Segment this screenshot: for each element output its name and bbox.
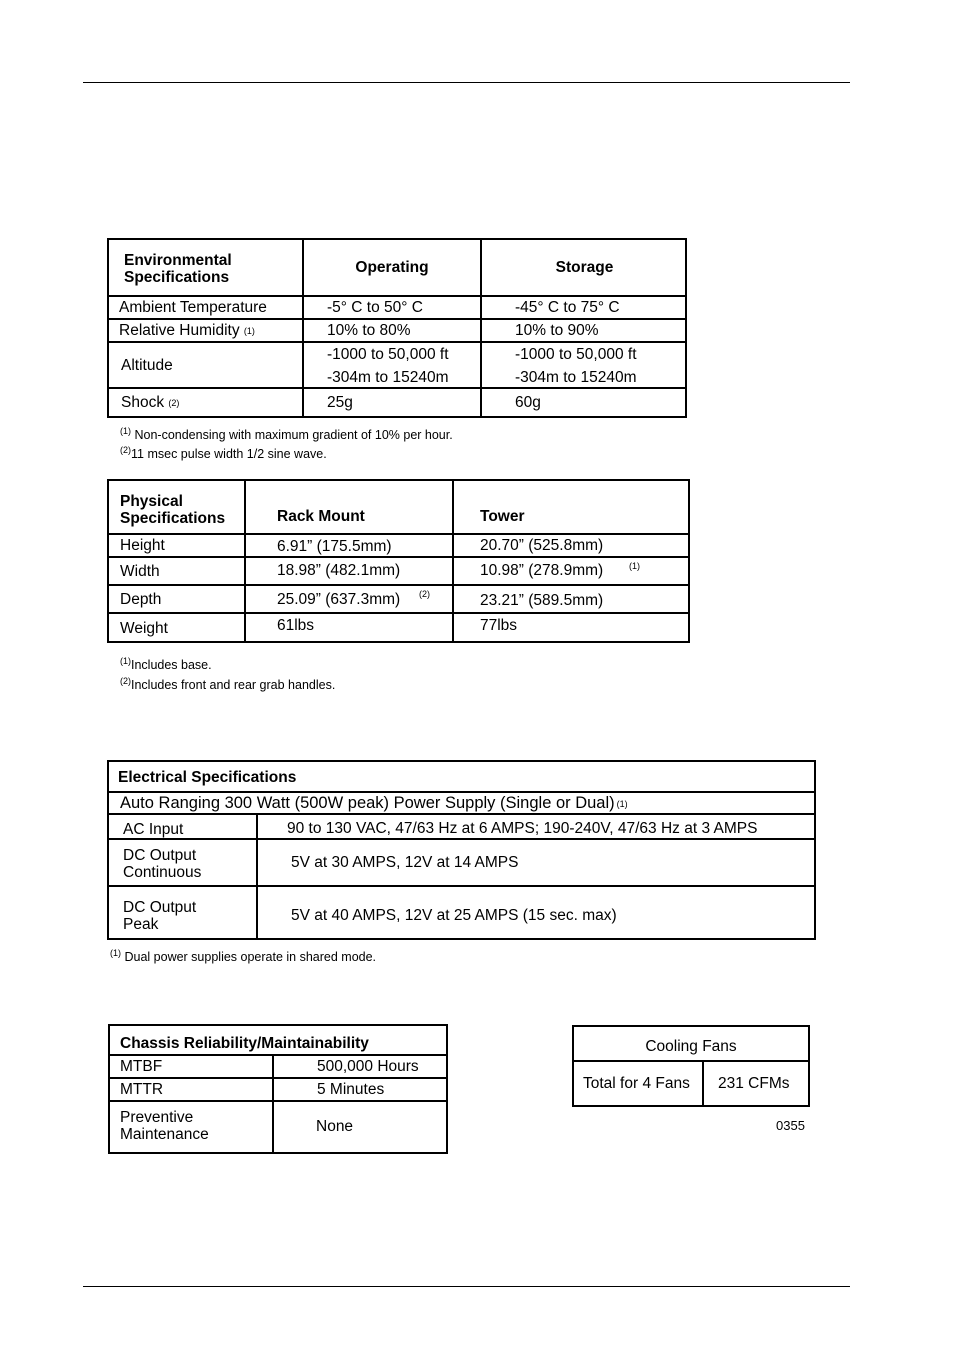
chassis-title: Chassis Reliability/Maintainability <box>120 1034 369 1052</box>
phys-row-rack: 6.91” (175.5mm) <box>277 538 392 555</box>
physical-specifications-table <box>107 479 690 643</box>
elec-label-line1: DC Output <box>123 899 197 916</box>
chassis-row-value: 5 Minutes <box>317 1081 385 1098</box>
physical-header-line1: Physical <box>120 493 183 510</box>
env-label-text: Relative Humidity <box>119 322 240 339</box>
footnote-mark: (2) <box>419 589 430 599</box>
elec-row-label: AC Input <box>123 820 184 838</box>
env-row-storage: -45° C to 75° C <box>515 299 620 316</box>
footnote-mark: (2) <box>120 444 131 455</box>
elec-row-label <box>123 896 196 936</box>
electrical-specifications-table <box>107 760 816 940</box>
phys-row-rack: 61lbs <box>277 616 315 634</box>
env-label-text: Ambient Temperature <box>119 299 267 316</box>
elec-label-line2: Continuous <box>123 864 202 881</box>
env-row-operating: 10% to 80% <box>327 322 411 339</box>
env-footnote-2 <box>120 444 327 461</box>
footnote-text: Dual power supplies operate in shared mode. <box>124 950 377 964</box>
phys-footnote-2 <box>120 675 336 692</box>
cooling-row-label: Total for 4 Fans <box>583 1075 690 1092</box>
env-row-label: Altitude <box>121 356 173 374</box>
chassis-row-label: MTBF <box>120 1058 163 1075</box>
env-row-operating: -1000 to 50,000 ft <box>327 345 449 363</box>
env-row-label <box>119 297 267 318</box>
footnote-text: Non-condensing with maximum gradient of 10% per hour. <box>134 428 453 442</box>
env-row-storage: 10% to 90% <box>515 322 599 339</box>
footnote-mark: (1) <box>110 947 121 958</box>
elec-label-line2: Peak <box>123 916 159 933</box>
footnote-text: 11 msec pulse width 1/2 sine wave. <box>131 447 327 461</box>
phys-row-tower: 10.98” (278.9mm) <box>480 562 604 579</box>
cooling-fans-table <box>572 1025 810 1107</box>
storage-header: Storage <box>555 259 614 276</box>
elec-row-label <box>123 844 201 884</box>
environmental-header-label <box>124 246 232 292</box>
phys-row-rack: 18.98” (482.1mm) <box>277 562 401 579</box>
env-row-storage: 60g <box>515 394 541 411</box>
env-row-label: Relative Humidity (1) <box>119 322 255 339</box>
top-rule <box>83 82 850 83</box>
footnote-mark: (1) <box>120 425 131 436</box>
env-row-storage: -1000 to 50,000 ft <box>515 345 637 363</box>
electrical-title: Electrical Specifications <box>118 769 297 786</box>
footnote-text: Includes front and rear grab handles. <box>131 678 336 692</box>
chassis-row-label: MTTR <box>120 1081 164 1098</box>
phys-row-rack: 25.09” (637.3mm) <box>277 590 401 608</box>
env-label-text: Shock <box>121 394 165 411</box>
footnote-text: Includes base. <box>131 658 212 672</box>
phys-row-label: Weight <box>120 619 168 637</box>
operating-header: Operating <box>355 259 429 276</box>
chassis-row-label <box>120 1106 209 1146</box>
bottom-rule <box>83 1286 850 1287</box>
phys-row-label: Width <box>120 563 160 580</box>
env-row-operating-2: -304m to 15240m <box>327 368 449 386</box>
chassis-row-value: None <box>316 1117 354 1135</box>
elec-row-value: 90 to 130 VAC, 47/63 Hz at 6 AMPS; 190-240V, 47/63 Hz at 3 AMPS <box>287 819 758 837</box>
physical-header-label <box>120 489 225 531</box>
tower-header: Tower <box>480 507 525 525</box>
figure-number: 0355 <box>776 1118 805 1133</box>
electrical-subtitle: Auto Ranging 300 Watt (500W peak) Power Supply (Single or Dual) (1) <box>120 794 628 812</box>
env-row-label: Shock (2) <box>121 394 180 411</box>
elec-row-value: 5V at 30 AMPS, 12V at 14 AMPS <box>291 854 519 871</box>
electrical-subtitle-text: Auto Ranging 300 Watt (500W peak) Power Supply (Single or Dual) <box>120 794 615 812</box>
rack-mount-header: Rack Mount <box>277 507 365 525</box>
physical-header-line2: Specifications <box>120 510 226 527</box>
environmental-header-line2: Specifications <box>124 269 230 286</box>
chassis-label-line1: Preventive <box>120 1109 194 1126</box>
footnote-mark: (2) <box>120 675 131 686</box>
cooling-title: Cooling Fans <box>645 1037 737 1055</box>
footnote-mark: (1) <box>629 561 640 571</box>
phys-row-tower: 20.70” (525.8mm) <box>480 537 604 554</box>
cooling-row-value: 231 CFMs <box>718 1075 790 1092</box>
env-row-operating: -5° C to 50° C <box>327 299 423 316</box>
phys-row-label: Height <box>120 537 165 554</box>
chassis-label-line2: Maintenance <box>120 1126 209 1143</box>
env-row-operating: 25g <box>327 394 353 411</box>
env-row-storage-2: -304m to 15240m <box>515 368 637 386</box>
phys-row-tower: 77lbs <box>480 616 518 634</box>
chassis-row-value: 500,000 Hours <box>317 1058 419 1075</box>
phys-row-tower: 23.21” (589.5mm) <box>480 591 604 609</box>
environmental-header-line1: Environmental <box>124 252 232 269</box>
elec-footnote-1 <box>110 947 377 964</box>
phys-row-label: Depth <box>120 590 162 608</box>
elec-label-line1: DC Output <box>123 847 197 864</box>
footnote-mark: (1) <box>120 655 131 666</box>
elec-row-value: 5V at 40 AMPS, 12V at 25 AMPS (15 sec. max) <box>291 907 617 924</box>
environmental-specifications-table <box>107 238 687 418</box>
env-footnote-1 <box>120 425 453 442</box>
phys-footnote-1 <box>120 655 212 672</box>
chassis-reliability-table <box>108 1024 448 1154</box>
